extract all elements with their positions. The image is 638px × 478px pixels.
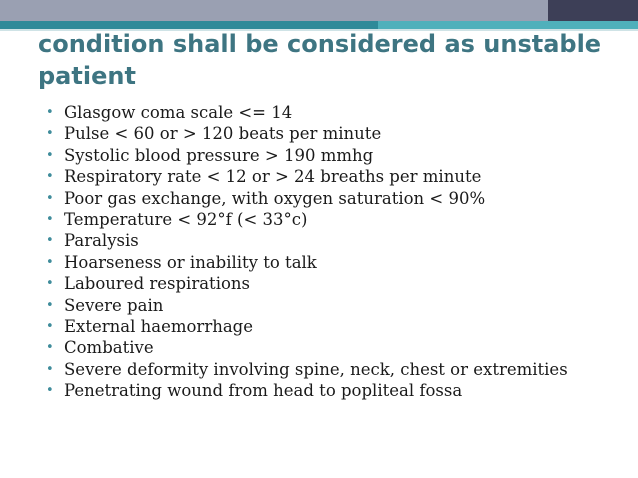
list-item-text: Severe deformity involving spine, neck, chest or extremities	[64, 359, 568, 379]
list-item-text: Systolic blood pressure > 190 mmhg	[64, 145, 374, 165]
list-item	[46, 188, 568, 209]
bullet-icon: •	[46, 233, 54, 249]
list-item	[46, 123, 568, 144]
bullet-icon: •	[46, 212, 54, 228]
header-bar-dark-block	[548, 0, 638, 21]
bullet-icon: •	[46, 169, 54, 185]
bullet-icon: •	[46, 319, 54, 335]
list-item	[46, 209, 568, 230]
bullet-icon: •	[46, 147, 54, 163]
list-item	[46, 166, 568, 187]
list-item-text: Hoarseness or inability to talk	[64, 252, 317, 272]
header-bar	[0, 0, 638, 21]
list-item	[46, 252, 568, 273]
list-item	[46, 316, 568, 337]
list-item	[46, 380, 568, 401]
bullet-icon: •	[46, 126, 54, 142]
list-item-text: Severe pain	[64, 295, 164, 315]
bullet-icon: •	[46, 340, 54, 356]
list-item-text: Poor gas exchange, with oxygen saturation < 90%	[64, 188, 486, 208]
bullet-icon: •	[46, 190, 54, 206]
list-item-text: Pulse < 60 or > 120 beats per minute	[64, 124, 382, 144]
bullet-icon: •	[46, 361, 54, 377]
list-item-text: Paralysis	[64, 231, 139, 251]
list-item-text: Respiratory rate < 12 or > 24 breaths per minute	[64, 167, 482, 187]
bullet-icon: •	[46, 105, 54, 120]
list-item	[46, 295, 568, 316]
list-item	[46, 337, 568, 358]
list-item	[46, 273, 568, 294]
list-item-text: Temperature < 92°f (< 33°c)	[64, 210, 308, 230]
list-item-text: Laboured respirations	[64, 274, 250, 294]
bullet-list	[46, 102, 568, 402]
list-item	[46, 102, 568, 123]
slide-title: condition shall be considered as unstable patient	[38, 30, 602, 90]
list-item-text: Penetrating wound from head to popliteal fossa	[64, 381, 463, 401]
list-item	[46, 359, 568, 380]
list-item-text: Glasgow coma scale <= 14	[64, 103, 293, 122]
list-item-text: Combative	[64, 338, 154, 358]
bullet-icon: •	[46, 297, 54, 313]
bullet-icon: •	[46, 254, 54, 270]
list-item	[46, 145, 568, 166]
bullet-icon: •	[46, 383, 54, 399]
list-item-text: External haemorrhage	[64, 317, 253, 337]
list-item	[46, 230, 568, 251]
bullet-icon: •	[46, 276, 54, 292]
